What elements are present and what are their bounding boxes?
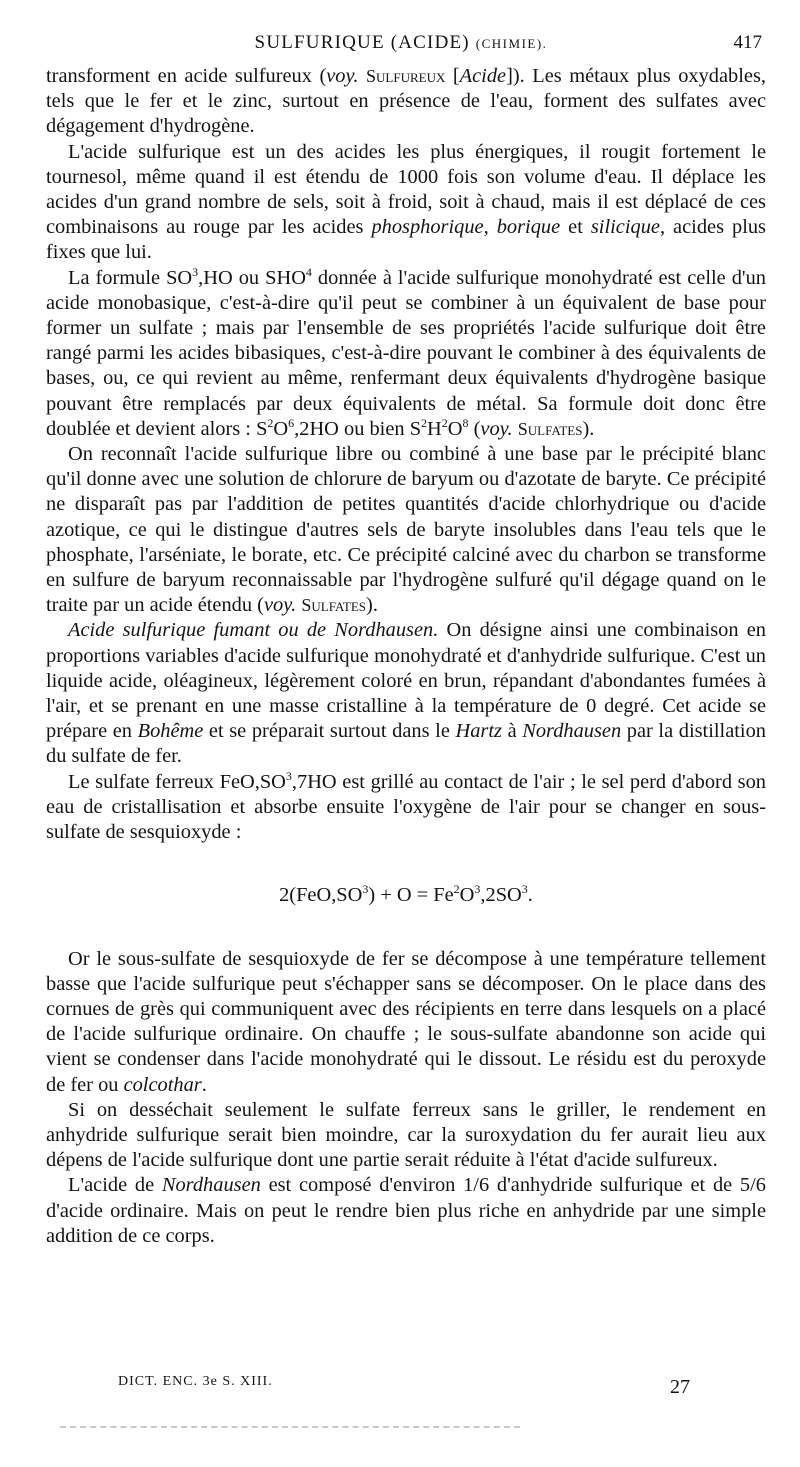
paragraph: transforment en acide sulfureux (voy. Sulfureux [Acide]). Les métaux plus oxydables, tels que le fer et le zinc, surtout en présence de l'eau, forment des sulfates avec dégagement d'hydrogène. bbox=[46, 65, 766, 138]
paragraph: Acide sulfurique fumant ou de Nordhausen. On désigne ainsi une combinaison en proportions variables d'acide sulfurique monohydraté et d'anhydride sulfurique. C'est un liquide acide, oléagineux, légèrement coloré en brun, répandant d'abondantes fumées à l'air, et se prenant en une masse cristalline à la température de 0 degré. Cet acide se prépare en Bohême et se préparait surtout dans le Hartz à Nordhausen par la distillation du sulfate de fer. bbox=[46, 619, 766, 768]
running-title bbox=[40, 32, 762, 54]
running-title-tag: (CHIMIE). bbox=[475, 36, 548, 51]
running-head bbox=[40, 32, 762, 58]
chemical-equation: $2(FeO,SO^3) + O = Fe^2O^3,2SO^3$. bbox=[279, 882, 533, 907]
paragraph: L'acide de Nordhausen est composé d'environ 1/6 d'anhydride sulfurique et de 5/6 d'acide ordinaire. Mais on peut le rendre bien plus riche en anhydride par une simple addition de ce corps. bbox=[46, 1174, 766, 1247]
paragraph: Le sulfate ferreux $FeO,SO^3,7HO$ est grillé au contact de l'air ; le sel perd d'abord son eau de cristallisation et absorbe ensuite l'oxygène de l'air pour se changer en sous-sulfate de sesquioxyde : bbox=[46, 768, 766, 844]
paragraph: Si on desséchait seulement le sulfate ferreux sans le griller, le rendement en anhydride sulfurique serait bien moindre, car la suroxydation du fer aurait lieu aux dépens de l'acide sulfurique dont une partie serait réduite à l'état d'acide sulfureux. bbox=[46, 1098, 766, 1172]
signature-mark: DICT. ENC. 3e S. XIII. bbox=[118, 1374, 273, 1389]
body-text bbox=[46, 64, 766, 1249]
paragraph: L'acide sulfurique est un des acides les plus énergiques, il rougit fortement le tournesol, même quand il est étendu de 1000 fois son volume d'eau. Il déplace les acides d'un grand nombre de sels, soit à froid, soit à chaud, mais il est déplacé de ces combinaisons au rouge par les acides phosphorique, borique et silicique, acides plus fixes que lui. bbox=[46, 140, 766, 264]
paragraph: On reconnaît l'acide sulfurique libre ou combiné à une base par le précipité blanc qu'il donne avec une solution de chlorure de baryum ou d'azotate de baryte. Ce précipité ne disparaît pas par l'addition de petites quantités d'acide chlorhydrique ou d'acide azotique, ce qui le distingue d'autres sels de baryte insolubles dans l'eau tels que le phosphate, l'arséniate, le borate, etc. Ce précipité calciné avec du charbon se transforme en sulfure de baryum reconnaissable par l'hydrogène sulfuré qu'il dégage quand on le traite par un acide étendu (voy. Sulfates). bbox=[46, 443, 766, 617]
page-footer bbox=[118, 1374, 690, 1404]
bottom-rule bbox=[60, 1426, 520, 1428]
page-number: 417 bbox=[733, 32, 762, 53]
paragraph: Or le sous-sulfate de sesquioxyde de fer se décompose à une température tellement basse que l'acide sulfurique peut s'échapper sans se décomposer. On le place dans des cornues de grès qui communiquent avec des récipients en terre dans lesquels on a placé de l'acide sulfurique ordinaire. On chauffe ; le sous-sulfate abandonne son acide qui vient se condenser dans l'acide monohydraté qui le dissout. Le résidu est du peroxyde de fer ou colcothar. bbox=[46, 947, 766, 1096]
running-title-main: SULFURIQUE (ACIDE) bbox=[254, 32, 470, 53]
sheet-number: 27 bbox=[670, 1376, 690, 1398]
paragraph: La formule $SO^3,HO$ ou SHO$^4$ donnée à l'acide sulfurique monohydraté est celle d'un acide monobasique, c'est-à-dire qu'il peut se combiner à un équivalent de base pour former un sulfate ; mais par l'ensemble de ses propriétés l'acide sulfurique doit être rangé parmi les acides bibasiques, c'est-à-dire pouvant le combiner à des équivalents de bases, ou, ce qui revient au même, renfermant deux équivalents d'hydrogène basique pouvant être remplacés par deux équivalents de métal. Sa formule doit donc être doublée et devient alors : $S^2O^6,2HO$ ou bien $S^2H^2O^8$ (voy. Sulfates). bbox=[46, 264, 766, 440]
